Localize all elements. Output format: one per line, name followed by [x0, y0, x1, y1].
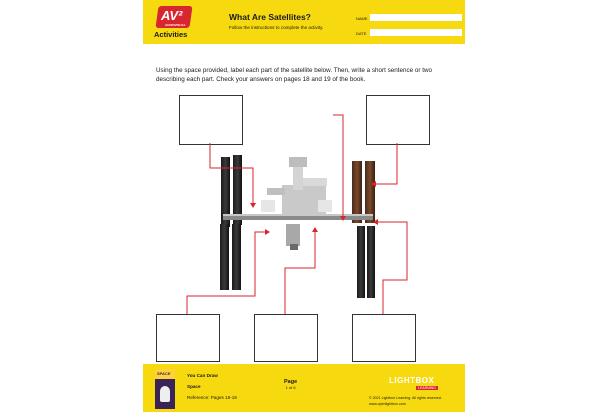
module-left: [267, 188, 285, 195]
module-upper: [293, 166, 303, 190]
page-indicator: [284, 379, 297, 390]
solar-array-lower-left-a: [220, 224, 229, 290]
space-station-icon: [143, 0, 465, 412]
solar-array-lower-right-a: [357, 226, 365, 298]
lightbox-learning-tag: LEARNING: [418, 386, 436, 390]
solar-array-lower-left-b: [232, 224, 241, 290]
lower-module: [286, 224, 300, 246]
series-name: You Can Draw: [187, 373, 218, 378]
page-title: What Are Satellites?: [229, 12, 311, 22]
solar-array-upper-right-b: [365, 161, 375, 223]
arrow-box-2b: [373, 143, 397, 184]
lightbox-logo: LIGHTBOX: [389, 376, 435, 385]
solar-array-upper-right-a: [352, 161, 362, 223]
copyright-text: © 2021 Lightbox Learning. All rights reserved.: [369, 396, 442, 400]
astronaut-icon: [160, 386, 170, 402]
footer-bar: [143, 364, 465, 412]
arrow-box-2: [333, 115, 343, 218]
page-subtitle: Follow the instructions to complete the activity.: [229, 25, 324, 30]
name-label: NAME: [356, 16, 368, 21]
radiator-right: [318, 200, 332, 212]
book-cover: [155, 369, 175, 409]
page-label: Page: [284, 379, 298, 385]
reference-text: Reference: Pages 18-19: [187, 395, 237, 400]
radiator-left: [261, 200, 275, 212]
logo-sub: AUDIOVISUAL: [165, 23, 186, 27]
book-title: Space: [187, 384, 201, 389]
solar-array-lower-right-b: [367, 226, 375, 298]
worksheet-page: [143, 0, 465, 412]
arrowhead-4: [312, 227, 318, 232]
activities-label: Activities: [154, 30, 188, 39]
arrowhead-1: [250, 203, 256, 208]
module-top: [289, 157, 307, 167]
book-cover-title: SPACE: [157, 371, 171, 376]
instructions-text: Using the space provided, label each part of the satellite below. Then, write a short sentence or two describing each part. Check your answers on pages 18 and 19 of the book.: [156, 67, 433, 83]
date-label: DATE: [356, 31, 367, 36]
arrowhead-3: [265, 229, 270, 235]
copyright-block: [369, 395, 442, 407]
arrow-box-5: [376, 222, 407, 314]
module-right: [303, 178, 327, 186]
arrow-box-1: [210, 143, 253, 205]
website-link[interactable]: www.openlightbox.com: [369, 402, 406, 406]
docking-port: [290, 244, 298, 250]
logo-text: AV²: [161, 8, 183, 23]
page-count: 1 of 6: [285, 385, 296, 390]
